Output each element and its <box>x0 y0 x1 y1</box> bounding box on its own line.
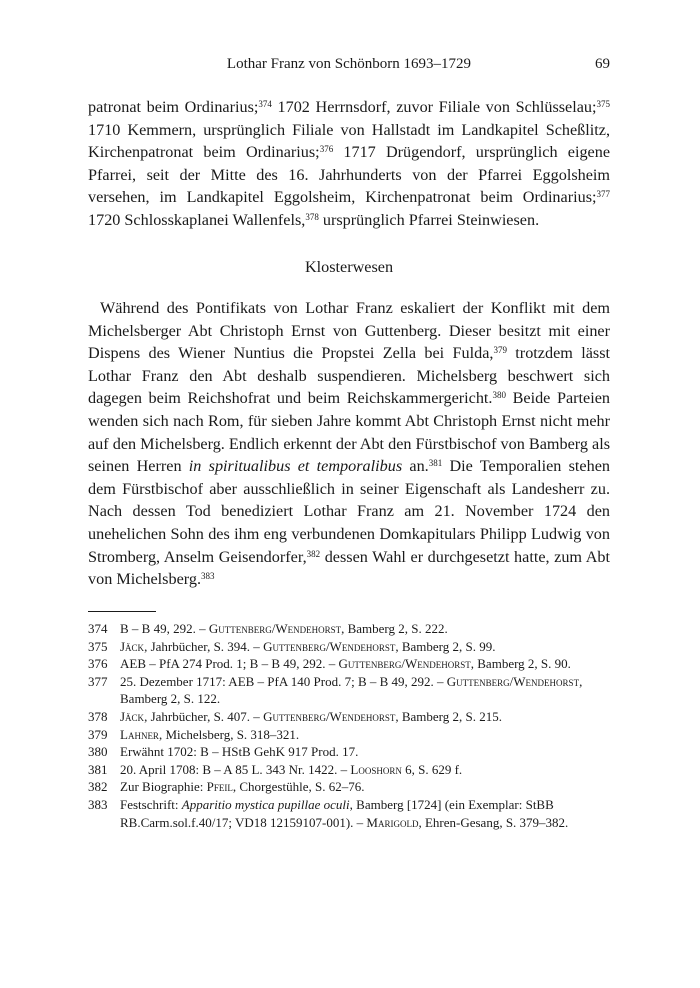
footnote-text: Zur Biographie: Pfeil, Chorgestühle, S. 62–76. <box>120 779 365 795</box>
page-header <box>88 56 610 78</box>
footnote-text: Lahner, Michelsberg, S. 318–321. <box>120 726 300 742</box>
footnote-text: 25. Dezember 1717: AEB – PfA 140 Prod. 7; B – B 49, 292. – Guttenberg/Wendehorst, Bamberg 2, S. 122. <box>120 673 583 707</box>
footnote-text: Erwähnt 1702: B – HStB GehK 917 Prod. 17. <box>120 744 359 760</box>
footnote-number: 381 <box>88 761 108 777</box>
footnote-text: B – B 49, 292. – Guttenberg/Wendehorst, Bamberg 2, S. 222. <box>120 621 448 636</box>
footnote-ref-381[interactable]: 381 <box>428 458 443 469</box>
footnote-number: 379 <box>88 726 108 742</box>
footnote-ref-374[interactable]: 374 <box>258 99 272 109</box>
footnote-number: 383 <box>88 796 108 812</box>
footnote-text: AEB – PfA 274 Prod. 1; B – B 49, 292. – Guttenberg/Wendehorst, Bamberg 2, S. 90. <box>120 656 571 672</box>
footnote-382 <box>88 778 610 796</box>
footnote-ref-376[interactable]: 376 <box>319 144 334 155</box>
footnote-380 <box>88 743 610 761</box>
footnote-375 <box>88 638 610 656</box>
footnote-379 <box>88 726 610 744</box>
section-heading: Klosterwesen <box>304 258 394 276</box>
footnote-ref-383[interactable]: 383 <box>201 571 215 582</box>
footnote-text: Jäck, Jahrbücher, S. 394. – Guttenberg/Wendehorst, Bamberg 2, S. 99. <box>120 638 496 654</box>
footnote-number: 382 <box>88 779 108 795</box>
page-number: 69 <box>595 56 610 72</box>
footnote-text: 20. April 1708: B – A 85 L. 343 Nr. 1422. – Looshorn 6, S. 629 f. <box>120 761 463 777</box>
footnote-text: Festschrift: Apparitio mystica pupillae oculi, Bamberg [1724] (ein Exemplar: StBB RB.Carm.sol.f.40/17; VD18 12159107-001). – Marigold, Ehren-Gesang, S. 379–382. <box>120 796 569 830</box>
footnote-number: 374 <box>88 621 108 636</box>
footnote-number: 375 <box>88 638 108 654</box>
footnote-number: 378 <box>88 708 108 724</box>
footnote-381 <box>88 761 610 779</box>
footnote-ref-377[interactable]: 377 <box>596 189 610 200</box>
running-title: Lothar Franz von Schönborn 1693–1729 <box>226 56 472 72</box>
footnote-377 <box>88 673 610 708</box>
footnote-number: 380 <box>88 744 108 760</box>
footnote-ref-378[interactable]: 378 <box>305 211 319 222</box>
footnote-ref-379[interactable]: 379 <box>493 345 507 356</box>
footnote-374 <box>88 620 610 638</box>
footnote-number: 376 <box>88 656 108 672</box>
paragraph-parish-list: patronat beim Ordinarius;$^{374}$ 1702 Herrnsdorf, zuvor Filiale von Schlüsselau;$^{375}$ 1710 Kemmern, ursprünglich Filiale von Hallstadt im Landkapitel Scheßlitz, Kirchenpatronat beim Ordinarius;$^{376}$ 1717 Drügendorf, ursprünglich eigene Pfarrei, seit der Mitte des 16. Jahrhunderts von der Pfarrei Eggolsheim versehen, im Landkapitel Eggolsheim, Kirchenpatronat beim Ordinarius;$^{377}$ 1720 Schlosskaplanei Wallenfels,$^{378}$ ursprünglich Pfarrei Steinwiesen. <box>88 98 610 229</box>
paragraph-klosterwesen: Während des Pontifikats von Lothar Franz eskaliert der Konflikt mit dem Michelsberger Abt Christoph Ernst von Guttenberg. Dieser besitzt mit einer Dispens des Wiener Nuntius die Propstei Zella bei Fulda,$^{379}$ trotzdem lässt Lothar Franz den Abt deshalb suspendieren. Michelsberg beschwert sich dagegen beim Reichshofrat und beim Reichskammergericht.$^{380}$ Beide Parteien wenden sich nach Rom, für sieben Jahre kommt Abt Christoph Ernst nicht mehr auf den Michelsberg. Endlich erkennt der Abt den Fürstbischof von Bamberg als seinen Herren in spiritualibus et temporalibus an.$^{381}$ Die Temporalien stehen dem Fürstbischof aber ausschließlich in seiner Eigenschaft als Landesherr zu. Nach dessen Tod benediziert Lothar Franz am 21. November 1724 den unehelichen Sohn des ihm eng verbundenen Domkapitulars Philipp Ludwig von Stromberg, Anselm Geisendorfer,$^{382}$ dessen Wahl er durchgesetzt hatte, zum Abt von Michelsberg.$^{383}$ <box>88 299 610 589</box>
footnote-number: 377 <box>88 673 108 689</box>
footnote-ref-380[interactable]: 380 <box>492 390 506 401</box>
footnote-ref-382[interactable]: 382 <box>306 548 321 559</box>
footnote-ref-375[interactable]: 375 <box>596 99 610 109</box>
footnote-text: Jäck, Jahrbücher, S. 407. – Guttenberg/Wendehorst, Bamberg 2, S. 215. <box>120 708 502 724</box>
footnote-376 <box>88 655 610 673</box>
footnotes <box>88 620 610 831</box>
footnote-383 <box>88 796 610 831</box>
footnote-378 <box>88 708 610 726</box>
footnote-divider <box>88 611 156 612</box>
